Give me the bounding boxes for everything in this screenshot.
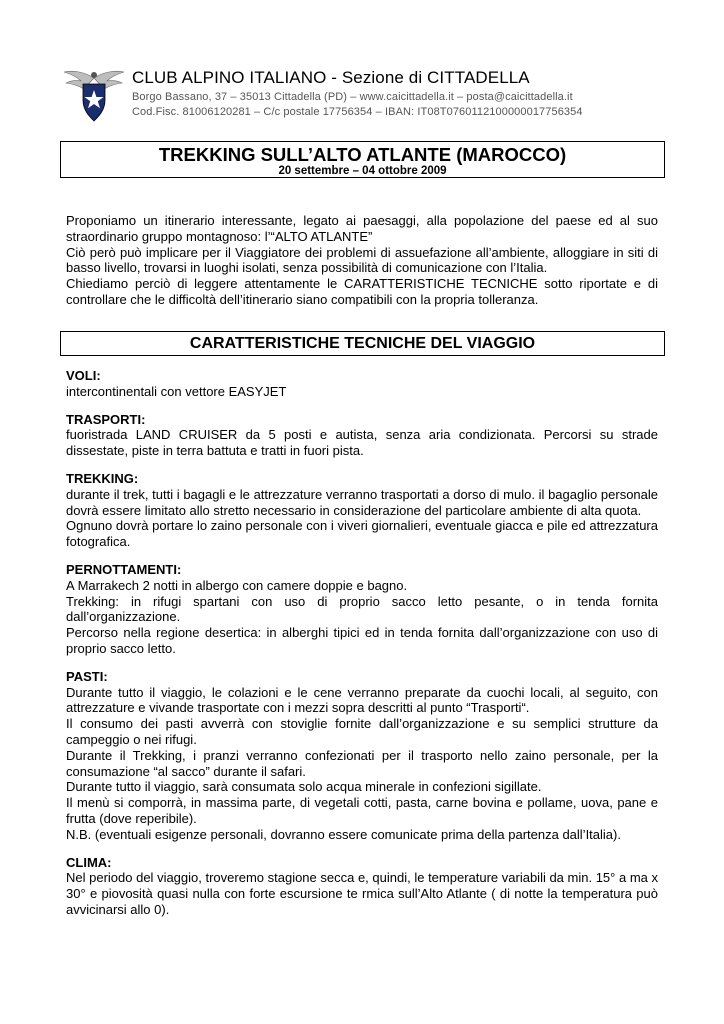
pasti-text: Il consumo dei pasti avverrà con stoviglie fornite dall’organizzazione e su semplici strutture da campeggio o nei rifugi. bbox=[66, 716, 658, 747]
pasti-text: Durante il Trekking, i pranzi verranno confezionati per il trasporto nello zaino personale, per la consumazione “al sacco” durante il safari. bbox=[66, 747, 658, 779]
clima-label: CLIMA: bbox=[66, 854, 112, 870]
section-heading: CARATTERISTICHE TECNICHE DEL VIAGGIO bbox=[60, 331, 665, 356]
pernottamenti-text: Percorso nella regione desertica: in alberghi tipici ed in tenda fornita dall’organizzazione con uso di proprio sacco letto. bbox=[66, 625, 658, 656]
voli-text: intercontinentali con vettore EASYJET bbox=[66, 383, 287, 399]
clima-block bbox=[66, 855, 658, 918]
pasti-text: Durante tutto il viaggio, sarà consumata solo acqua minerale in confezioni sigillate. bbox=[66, 779, 542, 795]
page-title: TREKKING SULL’ALTO ATLANTE (MAROCCO) bbox=[158, 144, 567, 165]
pernottamenti-label: PERNOTTAMENTI: bbox=[66, 561, 182, 577]
pernottamenti-text: Trekking: in rifugi spartani con uso di proprio sacco letto pesante, o in tenda fornita dall’organizzazione. bbox=[66, 593, 658, 625]
technical-details bbox=[66, 368, 658, 930]
trekking-block bbox=[66, 471, 658, 550]
clima-text: Nel periodo del viaggio, troveremo stagione secca e, quindi, le temperature variabili da min. 15° a ma x 30° e piovosità quasi nulla con forte escursione te rmica sull’Alto Atlante ( di notte la temperatura può avvicinarsi allo 0). bbox=[66, 870, 658, 917]
organization-fiscal-info: Cod.Fisc. 81006120281 – C/c postale 17756354 – IBAN: IT08T0760112100000017756354 bbox=[132, 106, 583, 118]
voli-block bbox=[66, 368, 658, 400]
pasti-text: Il menù si comporrà, in massima parte, di vegetali cotti, pasta, carne bovina e pollame, uova, pane e frutta (dove reperibile). bbox=[66, 795, 658, 826]
organization-name: CLUB ALPINO ITALIANO - Sezione di CITTADELLA bbox=[132, 68, 530, 87]
trekking-text: durante il trek, tutti i bagagli e le attrezzature verranno trasportati a dorso di mulo. il bagaglio personale dovrà essere limitato allo stretto necessario in considerazione del particolare ambiente di alta quota. bbox=[66, 486, 658, 518]
trekking-label: TREKKING: bbox=[66, 470, 139, 486]
trip-dates: 20 settembre – 04 ottobre 2009 bbox=[278, 165, 447, 177]
trekking-text: Ognuno dovrà portare lo zaino personale con i viveri giornalieri, eventuale giacca e pile ed attrezzatura fotografica. bbox=[66, 518, 658, 550]
organization-address: Borgo Bassano, 37 – 35013 Cittadella (PD) – www.caicittadella.it – posta@caicittadella.it bbox=[132, 91, 573, 103]
intro-paragraph: Proponiamo un itinerario interessante, legato ai paesaggi, alla popolazione del paese ed al suo straordinario gruppo montagnoso: l’“ALTO ATLANTE” bbox=[66, 213, 658, 244]
pernottamenti-text: A Marrakech 2 notti in albergo con camere doppie e bagno. bbox=[66, 577, 408, 593]
intro-text bbox=[66, 213, 658, 308]
title-box bbox=[60, 141, 665, 178]
intro-paragraph: Chiediamo perciò di leggere attentamente le CARATTERISTICHE TECNICHE sotto riportate e di controllare che le difficoltà dell’itinerario siano compatibili con la propria tolleranza. bbox=[66, 276, 658, 307]
trasporti-label: TRASPORTI: bbox=[66, 411, 146, 427]
pasti-text: N.B. (eventuali esigenze personali, dovranno essere comunicate prima della partenza dall’Italia). bbox=[66, 826, 621, 842]
pasti-text: Durante tutto il viaggio, le colazioni e le cene verranno preparate da cuochi locali, al seguito, con attrezzature e vivande trasportate con i mezzi sopra descritti al punto “Trasporti“. bbox=[66, 684, 658, 716]
voli-label: VOLI: bbox=[66, 368, 101, 383]
cai-eagle-star-emblem-icon bbox=[63, 66, 125, 124]
trasporti-text: fuoristrada LAND CRUISER da 5 posti e autista, senza aria condizionata. Percorsi su strade dissestate, piste in terra battuta e tratti in fuori pista. bbox=[66, 427, 658, 459]
intro-paragraph: Ciò però può implicare per il Viaggiatore dei problemi di assuefazione all’ambiente, alloggiare in siti di basso livello, trovarsi in luoghi isolati, senza possibilità di comunicazione con l’Italia. bbox=[66, 244, 658, 276]
pernottamenti-block bbox=[66, 562, 658, 657]
pasti-label: PASTI: bbox=[66, 668, 108, 684]
trasporti-block bbox=[66, 412, 658, 459]
pasti-block bbox=[66, 669, 658, 843]
